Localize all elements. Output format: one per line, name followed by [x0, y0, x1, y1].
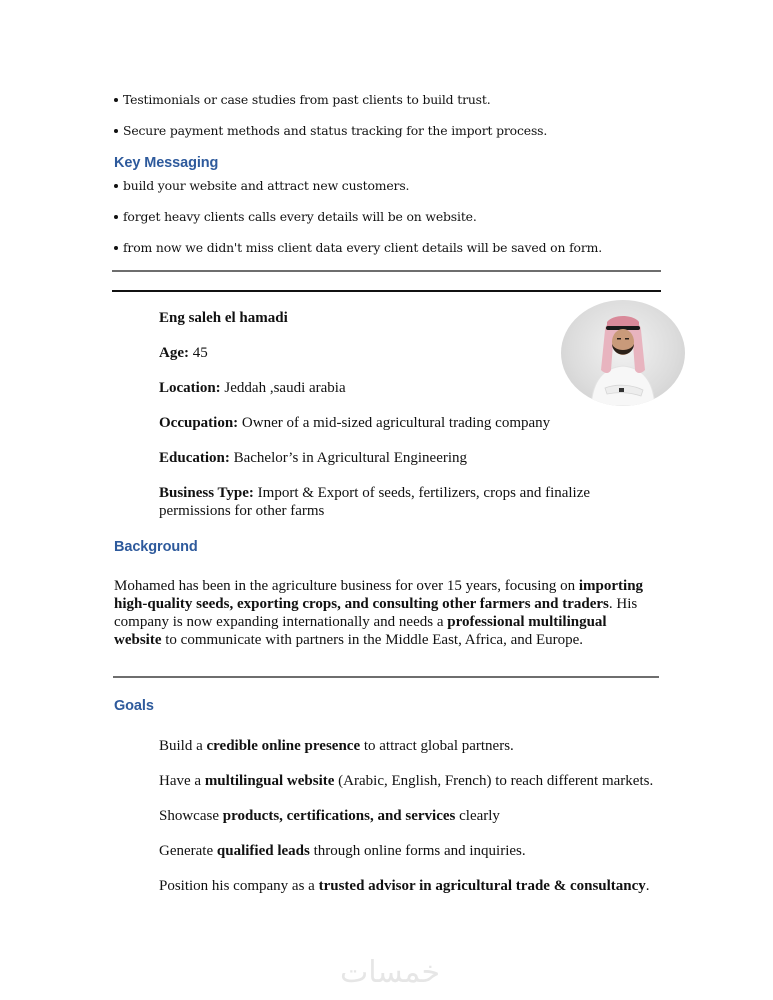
age-label: Age: [159, 345, 189, 361]
persona-location [159, 380, 346, 397]
business-type-label: Business Type: [159, 485, 254, 501]
goal-item: Build a credible online presence to attract global partners. [159, 738, 514, 754]
education-label: Education: [159, 450, 230, 466]
goal-item: Position his company as a trusted advisor in agricultural trade & consultancy. [159, 878, 650, 894]
background-paragraph-line: Mohamed has been in the agriculture business for over 15 years, focusing on importing [114, 578, 644, 594]
persona-business-type-continued: permissions for other farms [159, 503, 325, 519]
person-portrait-icon [561, 300, 685, 406]
background-paragraph-line: website to communicate with partners in the Middle East, Africa, and Europe. [114, 632, 584, 648]
feature-bullet-item: Secure payment methods and status tracking for the import process. [114, 123, 547, 138]
horizontal-rule [112, 270, 661, 272]
persona-photo [561, 300, 685, 406]
persona-education [159, 450, 467, 467]
khamsat-watermark: خمسات [340, 955, 441, 990]
location-label: Location: [159, 380, 221, 396]
key-message-item: build your website and attract new customers. [114, 178, 409, 193]
background-heading: Background [114, 539, 198, 555]
key-message-item: forget heavy clients calls every details will be on website. [114, 209, 477, 224]
goals-heading: Goals [114, 698, 154, 714]
occupation-label: Occupation: [159, 415, 239, 431]
goal-item: Have a multilingual website (Arabic, English, French) to reach different markets. [159, 773, 654, 789]
feature-bullet-item: Testimonials or case studies from past clients to build trust. [114, 92, 491, 107]
occupation-value: Owner of a mid-sized agricultural trading company [238, 415, 551, 431]
persona-name: Eng saleh el hamadi [159, 310, 288, 326]
background-paragraph-line: company is now expanding internationally and needs a professional multilingual [114, 614, 607, 630]
persona-business-type [159, 485, 590, 502]
persona-occupation [159, 415, 550, 432]
goal-item: Showcase products, certifications, and services clearly [159, 808, 500, 824]
age-value: 45 [189, 345, 208, 361]
location-value: Jeddah ,saudi arabia [220, 380, 346, 396]
bullet-icon [114, 129, 118, 133]
goal-item: Generate qualified leads through online forms and inquiries. [159, 843, 526, 859]
background-paragraph-line: high-quality seeds, exporting crops, and consulting other farmers and traders. His [114, 596, 638, 612]
education-value: Bachelor’s in Agricultural Engineering [229, 450, 468, 466]
bullet-icon [114, 215, 118, 219]
persona-age [159, 345, 208, 362]
bullet-icon [114, 246, 118, 250]
key-message-item: from now we didn't miss client data every client details will be saved on form. [114, 240, 602, 255]
bullet-icon [114, 98, 118, 102]
horizontal-rule [112, 290, 661, 292]
business-type-value: Import & Export of seeds, fertilizers, crops and finalize [253, 485, 591, 501]
key-messaging-heading: Key Messaging [114, 155, 219, 171]
bullet-icon [114, 184, 118, 188]
horizontal-rule [113, 676, 659, 678]
